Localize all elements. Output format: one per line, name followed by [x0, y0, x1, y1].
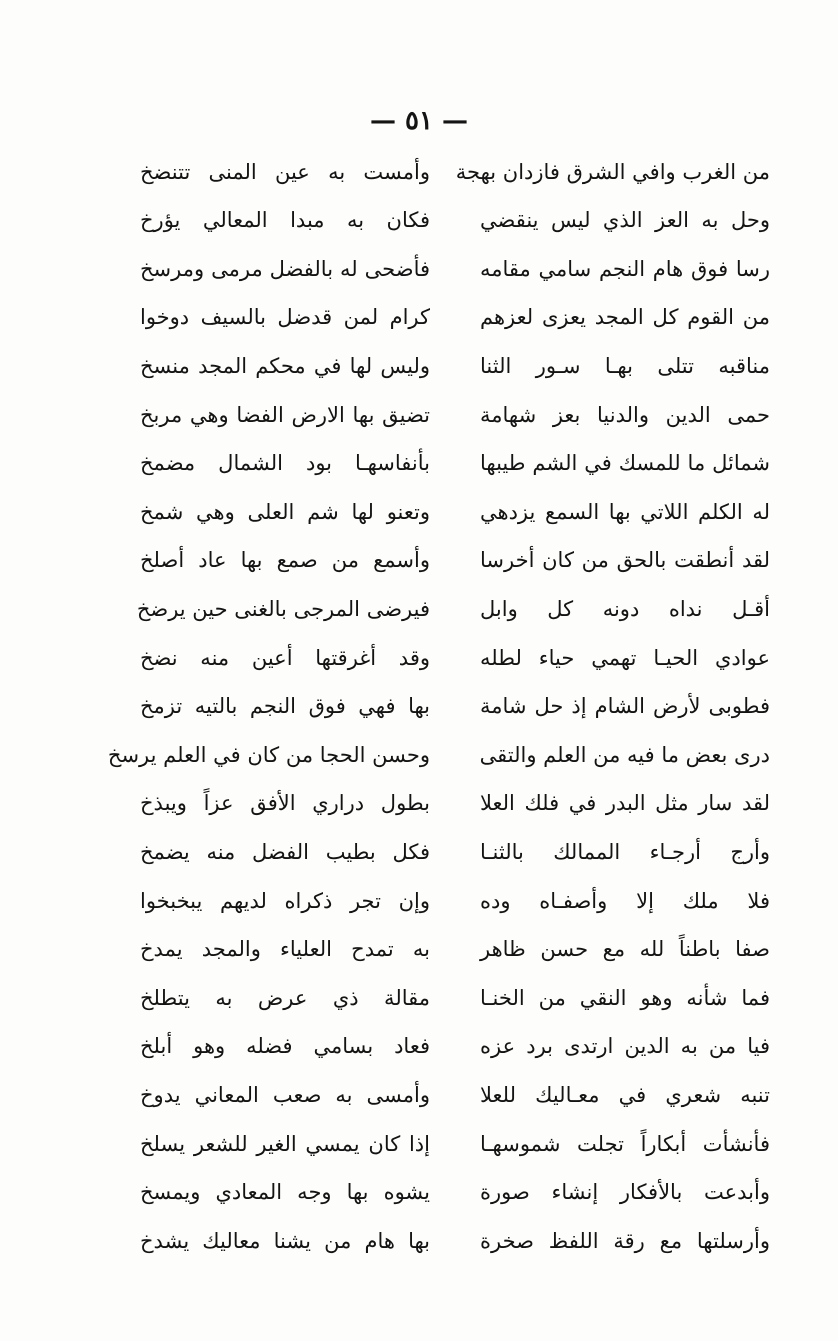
verse-line — [140, 828, 770, 877]
second-hemistich: وأمسى به صعب المعاني يدوخ — [140, 1082, 430, 1107]
page-number: — ٥١ — — [369, 106, 469, 136]
first-hemistich: مناقبه تتلى بهـا سـور الثنا — [480, 354, 770, 379]
second-hemistich: فأضحى له بالفضل مرمى ومرسخ — [140, 256, 430, 281]
first-hemistich: لقد أنطقت بالحق من كان أخرسا — [480, 548, 770, 573]
first-hemistich: وأبدعت بالأفكار إنشاء صورة — [480, 1180, 770, 1205]
first-hemistich: لقد سار مثل البدر في فلك العلا — [480, 791, 770, 816]
second-hemistich: مقالة ذي عرض به يتطلخ — [140, 985, 430, 1010]
first-hemistich: رسا فوق هام النجم سامي مقامه — [480, 256, 770, 281]
verse-line — [140, 391, 770, 440]
second-hemistich: تضيق بها الارض الفضا وهي مربخ — [140, 402, 430, 427]
second-hemistich: بها فهي فوق النجم بالتيه تزمخ — [140, 694, 430, 719]
second-hemistich: وليس لها في محكم المجد منسخ — [140, 354, 430, 379]
first-hemistich: فما شأنه وهو النقي من الخنـا — [480, 985, 770, 1010]
verse-line — [140, 197, 770, 246]
verse-line — [140, 245, 770, 294]
second-hemistich: فكان به مبدا المعالي يؤرخ — [140, 208, 430, 233]
second-hemistich: بها هام من يشنا معاليك يشدخ — [140, 1228, 430, 1253]
second-hemistich: وقد أغرقتها أعين منه نضخ — [140, 645, 430, 670]
first-hemistich: له الكلم اللاتي بها السمع يزدهي — [480, 499, 770, 524]
verse-line — [140, 294, 770, 343]
verse-line — [140, 342, 770, 391]
verse-line — [136, 585, 770, 634]
second-hemistich: فعاد بسامي فضله وهو أبلخ — [140, 1034, 430, 1059]
second-hemistich: وأمست به عين المنى تتنضخ — [140, 159, 430, 184]
verse-line — [140, 780, 770, 829]
first-hemistich: فطوبى لأرض الشام إذ حل شامة — [480, 694, 770, 719]
first-hemistich: شمائل ما للمسك في الشم طيبها — [480, 451, 770, 476]
first-hemistich: فيا من به الدين ارتدى برد عزه — [480, 1034, 770, 1059]
verse-line — [140, 537, 770, 586]
verse-line — [140, 1120, 770, 1169]
first-hemistich: أقـل نداه دونه كل وابل — [480, 597, 770, 622]
first-hemistich: حمى الدين والدنيا بعز شهامة — [480, 402, 770, 427]
verse-line — [140, 877, 770, 926]
second-hemistich: وأسمع من صمع بها عاد أصلخ — [140, 548, 430, 573]
verse-line — [140, 1023, 770, 1072]
verse-line — [140, 148, 770, 197]
first-hemistich: تنبه شعري في معـاليك للعلا — [480, 1082, 770, 1107]
verse-line — [107, 731, 770, 780]
second-hemistich: وإن تجر ذكراه لديهم يبخبخوا — [140, 888, 430, 913]
first-hemistich: وأرج أرجـاء الممالك بالثنـا — [480, 840, 770, 865]
second-hemistich: وتعنو لها شم العلى وهي شمخ — [140, 499, 430, 524]
first-hemistich: من القوم كل المجد يعزى لعزهم — [480, 305, 770, 330]
second-hemistich: بطول دراري الأفق عزاً ويبذخ — [140, 791, 430, 816]
first-hemistich: فلا ملك إلا وأصفـاه وده — [480, 888, 770, 913]
first-hemistich: من الغرب وافي الشرق فازدان بهجة — [455, 159, 770, 184]
first-hemistich: فأنشأت أبكاراً تجلت شموسهـا — [480, 1131, 770, 1156]
verse-line — [140, 974, 770, 1023]
verse-line — [140, 1217, 770, 1266]
second-hemistich: إذا كان يمسي الغير للشعر يسلخ — [140, 1131, 430, 1156]
first-hemistich: وحل به العز الذي ليس ينقضي — [480, 208, 770, 233]
verse-line — [140, 926, 770, 975]
first-hemistich: عوادي الحيـا تهمي حياء لطله — [480, 645, 770, 670]
second-hemistich: يشوه بها وجه المعادي ويمسخ — [140, 1180, 430, 1205]
verse-line — [140, 1168, 770, 1217]
verse-line — [140, 488, 770, 537]
first-hemistich: وأرسلتها مع رقة اللفظ صخرة — [480, 1228, 770, 1253]
verse-line — [140, 1071, 770, 1120]
verse-line — [140, 634, 770, 683]
verse-line — [140, 683, 770, 732]
second-hemistich: وحسن الحجا من كان في العلم يرسخ — [107, 742, 430, 767]
first-hemistich: درى بعض ما فيه من العلم والتقى — [479, 742, 770, 767]
second-hemistich: به تمدح العلياء والمجد يمدخ — [140, 937, 430, 962]
second-hemistich: فيرضى المرجى بالغنى حين يرضخ — [136, 597, 430, 622]
first-hemistich: صفا باطناً لله مع حسن ظاهر — [480, 937, 770, 962]
second-hemistich: بأنفاسهـا بود الشمال مضمخ — [140, 451, 430, 476]
second-hemistich: كرام لمن قدضل بالسيف دوخوا — [140, 305, 430, 330]
second-hemistich: فكل بطيب الفضل منه يضمخ — [140, 840, 430, 865]
verse-line — [140, 440, 770, 489]
poem-body — [107, 148, 770, 1266]
